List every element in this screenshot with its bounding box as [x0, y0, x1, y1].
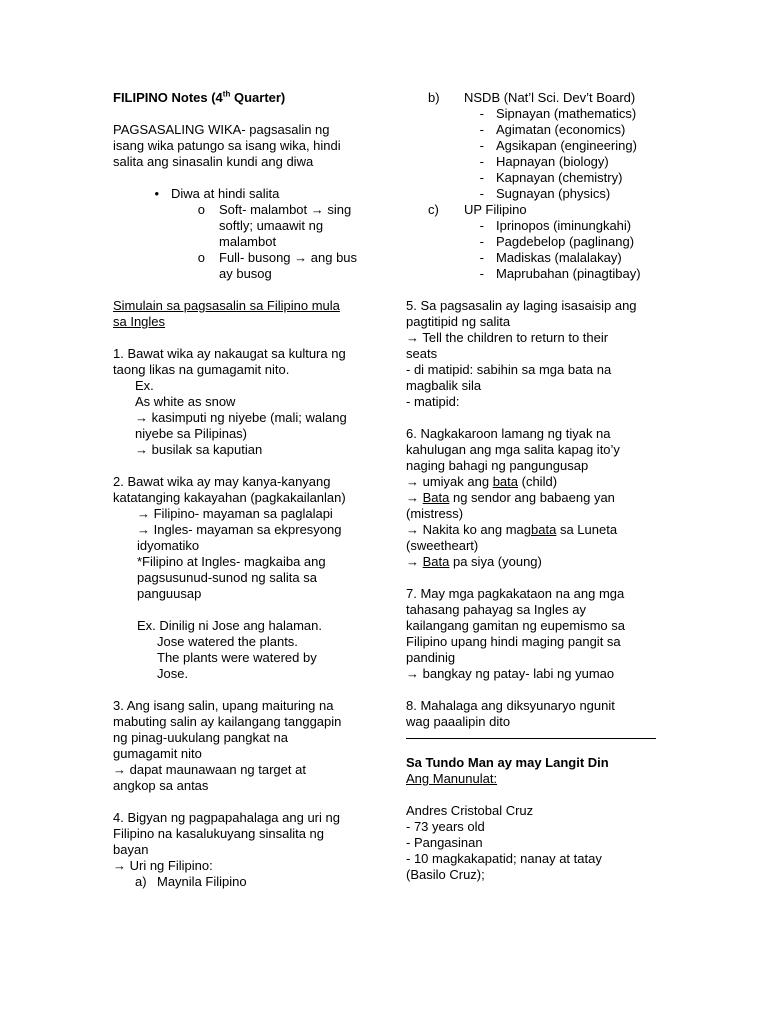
rule-4: bayan: [113, 842, 149, 857]
rule-6: kahulugan ang mga salita kapag ito’y: [406, 442, 620, 457]
rule-2: 2. Bawat wika ay may kanya-kanyang: [113, 474, 331, 489]
rule-6-example: → Nakita ko ang magbata sa Luneta: [406, 522, 618, 537]
author-info: Andres Cristobal Cruz: [406, 803, 534, 818]
rule-7: 7. May mga pagkakataon na ang mga: [406, 586, 625, 601]
dash-item: - Hapnayan (biology): [479, 154, 609, 169]
rule-5: - di matipid: sabihin sa mga bata na: [406, 362, 612, 377]
author-info: - 73 years old: [406, 819, 485, 834]
sub-bullet-item: o Soft- malambot → sing softly; umaawit ng malambot: [113, 202, 375, 250]
rule-2-detail: → Filipino- mayaman sa paglalapi: [137, 506, 333, 521]
section-heading: sa Ingles: [113, 314, 166, 329]
example-line: Jose watered the plants.: [157, 634, 298, 649]
rule-3: mabuting salin ay kailangang tanggapin: [113, 714, 342, 729]
definition-line: salita ang sinasalin kundi ang diwa: [113, 154, 314, 169]
rule-4: → Uri ng Filipino:: [113, 858, 213, 873]
rule-8: wag paaalipin dito: [406, 714, 511, 729]
dash-item: - Pagdebelop (paglinang): [479, 234, 635, 249]
dash-item: - Iprinopos (iminungkahi): [479, 218, 632, 233]
lettered-item: b) NSDB (Nat’l Sci. Dev’t Board): [428, 90, 636, 105]
rule-5: seats: [406, 346, 438, 361]
rule-5: - matipid:: [406, 394, 460, 409]
rule-6-example: (sweetheart): [406, 538, 479, 553]
rule-3: gumagamit nito: [113, 746, 202, 761]
example-line: → busilak sa kaputian: [135, 442, 263, 457]
example-line: Ex. Dinilig ni Jose ang halaman.: [137, 618, 322, 633]
rule-2-detail: panguusap: [137, 586, 202, 601]
example-line: The plants were watered by: [157, 650, 317, 665]
rule-1: taong likas na gumagamit nito.: [113, 362, 290, 377]
rule-5: magbalik sila: [406, 378, 482, 393]
rule-6: naging bahagi ng pangungusap: [406, 458, 589, 473]
rule-3: ng pinag-uukulang pangkat na: [113, 730, 288, 745]
story-title: Sa Tundo Man ay may Langit Din: [406, 755, 609, 770]
bullet-item: • Diwa at hindi salita: [113, 186, 375, 202]
rule-7: tahasang pahayag sa Ingles ay: [406, 602, 586, 617]
rule-6-example: → Bata ng sendor ang babaeng yan: [406, 490, 615, 505]
dash-item: - Sipnayan (mathematics): [479, 106, 637, 121]
rule-4: Filipino na kasalukuyang sinsalita ng: [113, 826, 325, 841]
rule-6-example: → umiyak ang bata (child): [406, 474, 558, 489]
rule-3: angkop sa antas: [113, 778, 209, 793]
rule-2: katatanging kakayahan (pagkakailanlan): [113, 490, 346, 505]
dash-item: - Agimatan (economics): [479, 122, 626, 137]
circle-bullet-icon: o: [197, 250, 205, 265]
page-title: FILIPINO Notes (4th Quarter): [113, 89, 286, 105]
example-line: Jose.: [157, 666, 189, 681]
definition-line: isang wika patungo sa isang wika, hindi: [113, 138, 341, 153]
rule-7: kailangang gamitan ng eupemismo sa: [406, 618, 625, 633]
rule-2-detail: → Ingles- mayaman sa ekpresyong: [137, 522, 342, 537]
bullet-dot-icon: •: [154, 186, 159, 201]
rule-3: → dapat maunawaan ng target at: [113, 762, 306, 777]
lettered-item: c) UP Filipino: [428, 202, 527, 217]
rule-2-detail: *Filipino at Ingles- magkaiba ang: [137, 554, 326, 569]
rule-5: → Tell the children to return to their: [406, 330, 609, 345]
author-info: (Basilo Cruz);: [406, 867, 485, 882]
rule-7: pandinig: [406, 650, 456, 665]
rule-7: → bangkay ng patay- labi ng yumao: [406, 666, 615, 681]
dash-item: - Kapnayan (chemistry): [479, 170, 623, 185]
rule-5: pagtitipid ng salita: [406, 314, 511, 329]
author-heading: Ang Manunulat:: [406, 771, 498, 786]
rule-3: 3. Ang isang salin, upang maituring na: [113, 698, 334, 713]
left-column: [113, 90, 375, 890]
dash-item: - Agsikapan (engineering): [479, 138, 637, 153]
right-column: [406, 90, 658, 883]
definition-line: PAGSASALING WIKA- pagsasalin ng: [113, 122, 330, 137]
example-line: As white as snow: [135, 394, 236, 409]
rule-1: 1. Bawat wika ay nakaugat sa kultura ng: [113, 346, 346, 361]
author-info: - 10 magkakapatid; nanay at tatay: [406, 851, 602, 866]
section-heading: Simulain sa pagsasalin sa Filipino mula: [113, 298, 340, 313]
lettered-item: a) Maynila Filipino: [135, 874, 247, 889]
example-line: → kasimputi ng niyebe (mali; walang: [135, 410, 347, 425]
dash-item: - Sugnayan (physics): [479, 186, 611, 201]
rule-2-detail: pagsusunud-sunod ng salita sa: [137, 570, 317, 585]
example-line: niyebe sa Pilipinas): [135, 426, 248, 441]
author-info: - Pangasinan: [406, 835, 483, 850]
example-line: Ex.: [135, 378, 154, 393]
dash-item: - Madiskas (malalakay): [479, 250, 622, 265]
rule-2-detail: idyomatiko: [137, 538, 200, 553]
dash-item: - Maprubahan (pinagtibay): [479, 266, 641, 281]
circle-bullet-icon: o: [197, 202, 205, 217]
rule-7: Filipino upang hindi maging pangit sa: [406, 634, 621, 649]
rule-6-example: (mistress): [406, 506, 464, 521]
rule-4: 4. Bigyan ng pagpapahalaga ang uri ng: [113, 810, 340, 825]
sub-bullet-item: o Full- busong → ang bus ay busog: [113, 250, 375, 282]
rule-6-example: → Bata pa siya (young): [406, 554, 542, 569]
rule-8: 8. Mahalaga ang diksyunaryo ngunit: [406, 698, 615, 713]
rule-6: 6. Nagkakaroon lamang ng tiyak na: [406, 426, 611, 441]
rule-5: 5. Sa pagsasalin ay laging isasaisip ang: [406, 298, 637, 313]
